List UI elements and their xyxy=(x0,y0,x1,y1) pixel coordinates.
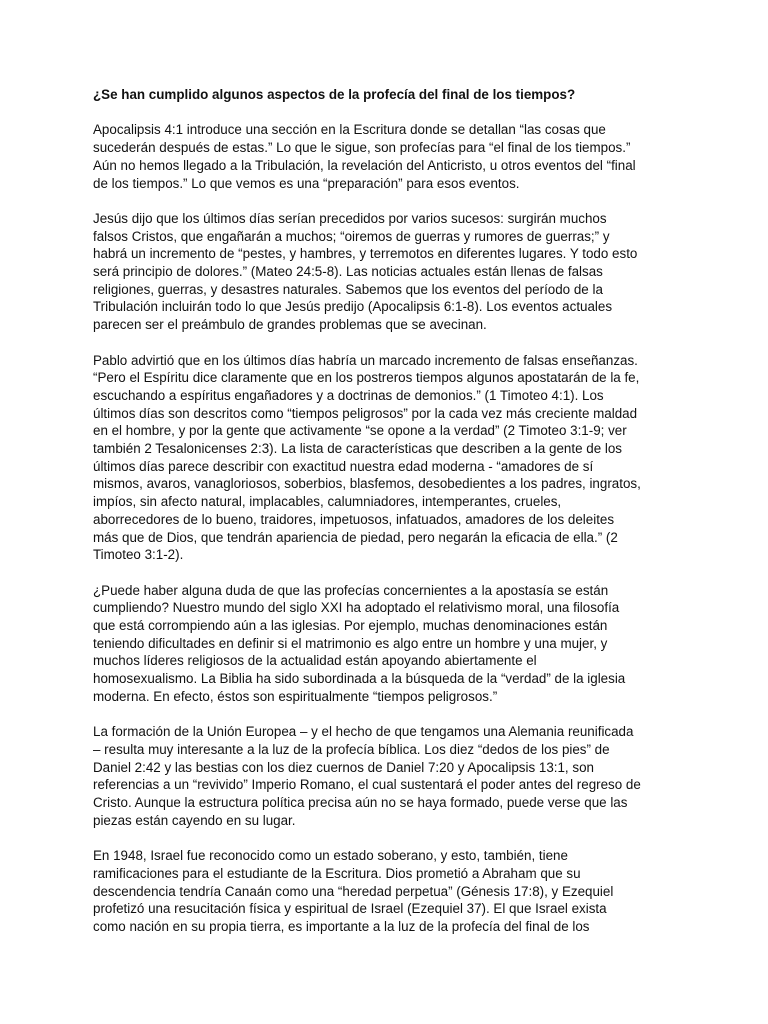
text-line: cumpliendo? Nuestro mundo del siglo XXI ha adoptado el relativismo moral, una filosofía xyxy=(93,600,620,616)
paragraph xyxy=(93,210,683,334)
text-line: descendencia tendría Canaán como una “heredad perpetua” (Génesis 17:8), y Ezequiel xyxy=(93,883,614,899)
document-body xyxy=(93,121,683,935)
text-line: escuchando a espíritus engañadores y a doctrinas de demonios.” (1 Timoteo 4:1). Los xyxy=(93,387,604,403)
paragraph xyxy=(93,723,683,829)
text-line: teniendo dificultades en definir si el matrimonio es algo entre un hombre y una mujer, y xyxy=(93,635,608,651)
text-line: Apocalipsis 4:1 introduce una sección en la Escritura donde se detallan “las cosas que xyxy=(93,122,606,138)
text-line: ramificaciones para el estudiante de la Escritura. Dios prometió a Abraham que su xyxy=(93,865,581,881)
text-line: – resulta muy interesante a la luz de la profecía bíblica. Los diez “dedos de los pies” de xyxy=(93,741,610,757)
text-line: moderna. En efecto, éstos son espiritualmente “tiempos peligrosos.” xyxy=(93,688,498,704)
text-line: falsos Cristos, que engañarán a muchos; “oiremos de guerras y rumores de guerras;” y xyxy=(93,228,610,244)
text-line: que está corrompiendo aún a las iglesias. Por ejemplo, muchas denominaciones están xyxy=(93,618,608,634)
text-line: más que de Dios, que tendrán apariencia de piedad, pero negarán la eficacia de ella.” (2 xyxy=(93,529,618,545)
text-line: homosexualismo. La Biblia ha sido subordinada a la búsqueda de la “verdad” de la iglesia xyxy=(93,671,626,687)
document-title: ¿Se han cumplido algunos aspectos de la profecía del final de los tiempos? xyxy=(93,87,576,102)
text-line: muchos líderes religiosos de la actualidad están apoyando abiertamente el xyxy=(93,653,537,669)
text-line: de los tiempos.” Lo que vemos es una “preparación” para esos eventos. xyxy=(93,175,520,191)
text-line: también 2 Tesalonicenses 2:3). La lista de características que describen a la gente de los xyxy=(93,441,622,457)
document-page xyxy=(93,86,683,953)
text-line: ¿Puede haber alguna duda de que las profecías concernientes a la apostasía se están xyxy=(93,582,609,598)
paragraph xyxy=(93,847,683,936)
text-line: Tribulación incluirán todo lo que Jesús predijo (Apocalipsis 6:1-8). Los eventos actuales xyxy=(93,299,613,315)
text-line: parecen ser el preámbulo de grandes problemas que se avecinan. xyxy=(93,317,487,333)
text-line: La formación de la Unión Europea – y el hecho de que tengamos una Alemania reunificada xyxy=(93,724,634,740)
text-line: “Pero el Espíritu dice claramente que en los postreros tiempos algunos apostatarán de la fe, xyxy=(93,370,640,386)
text-line: sucederán después de estas.” Lo que le sigue, son profecías para “el final de los tiempos.” xyxy=(93,140,631,156)
text-line: habrá un incremento de “pestes, y hambres, y terremotos en diferentes lugares. Y todo esto xyxy=(93,246,638,262)
text-line: aborrecedores de lo bueno, traidores, impetuosos, infatuados, amadores de los deleites xyxy=(93,511,615,527)
text-line: referencias a un “revivido” Imperio Romano, el cual sustentará el poder antes del regreso de xyxy=(93,777,641,793)
text-line: en el hombre, y por la gente que activamente “se opone a la verdad” (2 Timoteo 3:1-9; ver xyxy=(93,423,627,439)
text-line: Cristo. Aunque la estructura política precisa aún no se haya formado, puede verse que las xyxy=(93,795,628,811)
text-line: En 1948, Israel fue reconocido como un estado soberano, y esto, también, tiene xyxy=(93,848,568,864)
text-line: impíos, sin afecto natural, implacables, calumniadores, intemperantes, crueles, xyxy=(93,494,562,510)
text-line: religiones, guerras, y desastres naturales. Sabemos que los eventos del período de la xyxy=(93,281,603,297)
text-line: piezas están cayendo en su lugar. xyxy=(93,812,296,828)
text-line: Jesús dijo que los últimos días serían precedidos por varios sucesos: surgirán muchos xyxy=(93,210,607,226)
text-line: mismos, avaros, vanagloriosos, soberbios, blasfemos, desobedientes a los padres, ingratos, xyxy=(93,476,641,492)
text-line: Pablo advirtió que en los últimos días habría un marcado incremento de falsas enseñanzas. xyxy=(93,352,638,368)
text-line: como nación en su propia tierra, es importante a la luz de la profecía del final de los xyxy=(93,918,590,934)
text-line: últimos días parece describir con exactitud nuestra edad moderna - “amadores de sí xyxy=(93,458,594,474)
paragraph xyxy=(93,121,683,192)
text-line: profetizó una resucitación física y espiritual de Israel (Ezequiel 37). El que Israel exista xyxy=(93,901,607,917)
paragraph xyxy=(93,352,683,564)
text-line: Timoteo 3:1-2). xyxy=(93,547,184,563)
text-line: Daniel 2:42 y las bestias con los diez cuernos de Daniel 7:20 y Apocalipsis 13:1, son xyxy=(93,759,594,775)
text-line: será principio de dolores.” (Mateo 24:5-8). Las noticias actuales están llenas de falsas xyxy=(93,264,603,279)
text-line: últimos días son descritos como “tiempos peligrosos” por la cada vez más creciente maldad xyxy=(93,405,638,421)
paragraph xyxy=(93,582,683,706)
text-line: Aún no hemos llegado a la Tribulación, la revelación del Anticristo, u otros eventos del “final xyxy=(93,157,636,173)
